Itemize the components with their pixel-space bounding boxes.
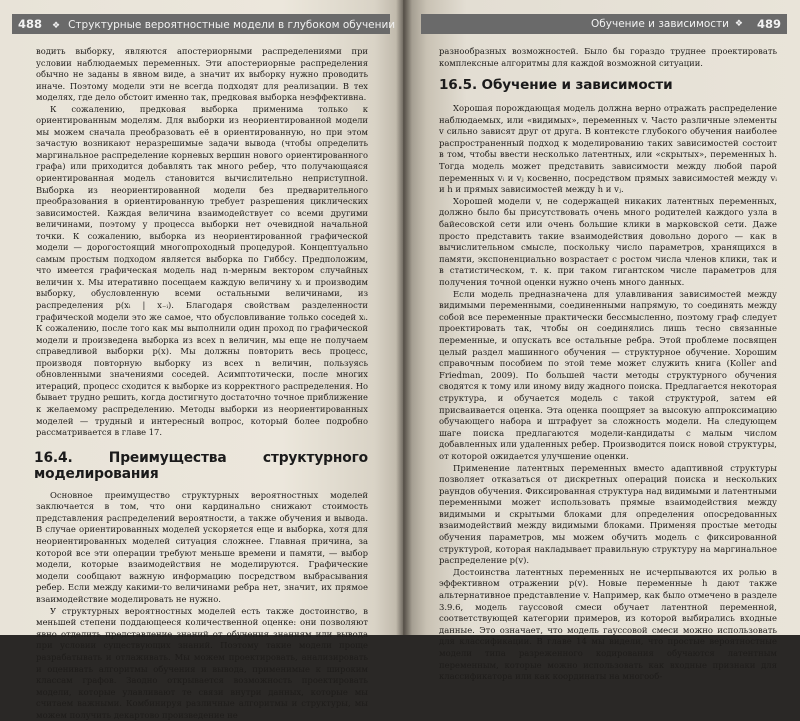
paragraph: Хорошая порождающая модель должна верно отражать распределение наблюдаемых, или «видимых», переменных v. Часто различные элементы v сильно зависят друг от друга. В контексте глубокого обучения наиболее распространенный подход к моделированию таких зависимостей состоит в том, чтобы ввести несколько латентных, или «скрытых», переменных h. Тогда модель может представить зависимости между любой парой переменных vᵢ и vⱼ косвенно, посредством прямых зависимостей между vᵢ и h и прямых зависимостей между h и vⱼ. <box>439 103 777 195</box>
paragraph: Применение латентных переменных вместо адаптивной структуры позволяет отказаться от дискретных операций поиска и нескольких раундов обучения. Фиксированная структура над видимыми и латентными переменными может использовать прямые взаимодействия между видимыми и скрытыми блоками для определения опосредованных взаимодействий между видимыми блоками. Применяя простые методы обучения параметров, мы можем обучить модель с фиксированной структурой, которая накладывает правильную структуру на маргинальное распределение p(v). <box>439 462 777 566</box>
page-number: 489 <box>756 17 781 31</box>
page-number: 488 <box>18 17 43 31</box>
section-heading: 16.4. Преимущества структурного моделирования <box>34 449 368 482</box>
paragraph: Основное преимущество структурных вероятностных моделей заключается в том, что они кардинально снижают стоимость представления распределений вероятности, а также обучения и вывода. В случае ориентированных моделей ускоряется еще и выборка, хотя для неориентированных моделей ситуация сложнее. Главная причина, за которой все эти операции требуют меньше времени и памяти, — выбор модели, которые взаимодействия не моделируются. Графические модели сообщают важную информацию посредством выбрасывания ребер. Если между какими-то величинами ребра нет, значит, их прямое взаимодействие моделировать не нужно. <box>36 489 368 604</box>
running-title: Обучение и зависимости <box>591 18 729 30</box>
right-page-body <box>439 46 777 683</box>
running-title: Структурные вероятностные модели в глубоком обучении <box>68 19 396 31</box>
paragraph: разнообразных возможностей. Было бы гораздо труднее проектировать комплексные алгоритмы для каждой возможной ситуации. <box>439 46 777 68</box>
diamond-ornament-icon: ❖ <box>52 21 61 31</box>
running-header-left <box>12 14 396 34</box>
book-gutter-shadow <box>396 0 412 635</box>
right-page <box>403 0 800 682</box>
paragraph: Хорошей модели v, не содержащей никаких латентных переменных, должно было бы присутствовать очень много родителей каждого узла в байесовской сети или очень большие клики в марковской сети. Даже просто представить такие взаимодействия довольно дорого — как в вычислительном смысле, поскольку число параметров, хранящихся в памяти, экспоненциально возрастает с ростом числа членов клики, так и в статистическом, т. к. при таком гигантском числе параметров для получения точной оценки нужно очень много данных. <box>439 195 777 287</box>
paragraph: Достоинства латентных переменных не исчерпываются их ролью в эффективном отражении p(v). Новые переменные h дают также альтернативное представление v. Например, как было отмечено в разделе 3.9.6, модель гауссовой смеси обучает латентной переменной, соответствующей категории примеров, из которой выбирались входные данные. Это означает, что модель гауссовой смеси можно использовать для классификации. В главе 14 мы видели, что простые вероятностные модели типа разреженного кодирования обучаются латентным переменным, которые можно использовать как входные признаки для классификатора или как координаты на многооб- <box>439 566 777 682</box>
paragraph: К сожалению, предковая выборка применима только к ориентированным моделям. Для выборки из неориентированной модели мы можем сначала преобразовать её в ориентированную, но при этом зачастую возникают неразрешимые задачи вывода (чтобы определить маргинальное распределение корневых вершин нового ориентированного графа) или приходится добавлять так много ребер, что получающаяся ориентированная модель становится вычислительно неприступной. Выборка из неориентированной модели без предварительного преобразования в ориентированную требует разрешения циклических зависимостей. Каждая величина взаимодействует со всеми другими величинами, поэтому у процесса выборки нет очевидной начальной точки. К сожалению, выборка из неориентированной графической модели — дорогостоящий многопроходный процедурой. Концептуально самым простым подходом является выборка по Гиббсу. Предположим, что имеется графическая модель над n-мерным вектором случайных величин x. Мы итеративно посещаем каждую величину xᵢ и производим выборку, обусловленную всеми остальными величинами, из распределения p(xᵢ | x₋ᵢ). Благодаря свойствам разделенности графической модели это же самое, что обусловливание только соседей xᵢ. К сожалению, после того как мы выполнили один проход по графической модели и произведена выборка из всех n величин, мы еще не получаем справедливой выборки p(x). Мы должны повторить весь процесс, производя повторную выборку из всех n величин, пользуясь обновленными значениями соседей. Асимптотически, после многих итераций, процесс сходится к выборке из корректного распределения. Но бывает трудно решить, когда достигнуто достаточно точное приближение к желаемому распределению. Методы выборки из неориентированных моделей — трудный и интересный вопрос, который более подробно рассматривается в главе 17. <box>36 103 368 438</box>
paragraph: водить выборку, являются апостериорными распределениями при условии наблюдаемых переменных. Эти апостериорные распределения обычно не заданы в явном виде, а значит их выборку нужно проводить иначе. Поэтому модели эти не всегда подходят для реализации. В тех моделях, где дело обстоит именно так, предковая выборка неэффективна. <box>36 46 368 103</box>
paragraph: Если модель предназначена для улавливания зависимостей между видимыми переменными, соединенными напрямую, то соединять между собой все переменные практически бессмысленно, поэтому граф следует проектировать так, чтобы он соединялись лишь тесно связанные переменные, и опускать все остальные ребра. Этой проблеме посвящен целый раздел машинного обучения — структурное обучение. Хорошим справочным пособием по этой теме может служить книга (Koller and Friedman, 2009). По большей части методы структурного обучения сводятся к тому или иному виду жадного поиска. Предлагается некоторая структура, и обучается модель с такой структурой, затем ей присваивается оценка. Эта оценка поощряет за высокую аппроксимацию обучающего набора и штрафует за сложность модели. На следующем шаге поиска предлагаются модели-кандидаты с малым числом добавленных или удаленных ребер. Производится поиск новой структуры, от которой ожидается улучшение оценки. <box>439 288 777 461</box>
section-heading: 16.5. Обучение и зависимости <box>439 77 673 94</box>
left-page-body <box>36 46 368 721</box>
diamond-ornament-icon: ❖ <box>734 19 743 29</box>
running-header-right <box>421 14 787 34</box>
paragraph: У структурных вероятностных моделей есть также достоинство, в меньшей степени поддающееся количественной оценке: они позволяют явно отделить представление знаний от обучения знаниям или вывода при условии существующих знаний. Поэтому такие модели проще разрабатывать и отлаживать. Мы можем проектировать, анализировать и оценивать алгоритмы обучения и вывода, применимые к широким классам графов. Заодно открывается возможность проектировать модели, которые улавливают те связи внутри данных, которые мы считаем важными. Комбинируя различные алгоритмы и структуры, мы можем получить декартово произведение не <box>36 605 368 720</box>
